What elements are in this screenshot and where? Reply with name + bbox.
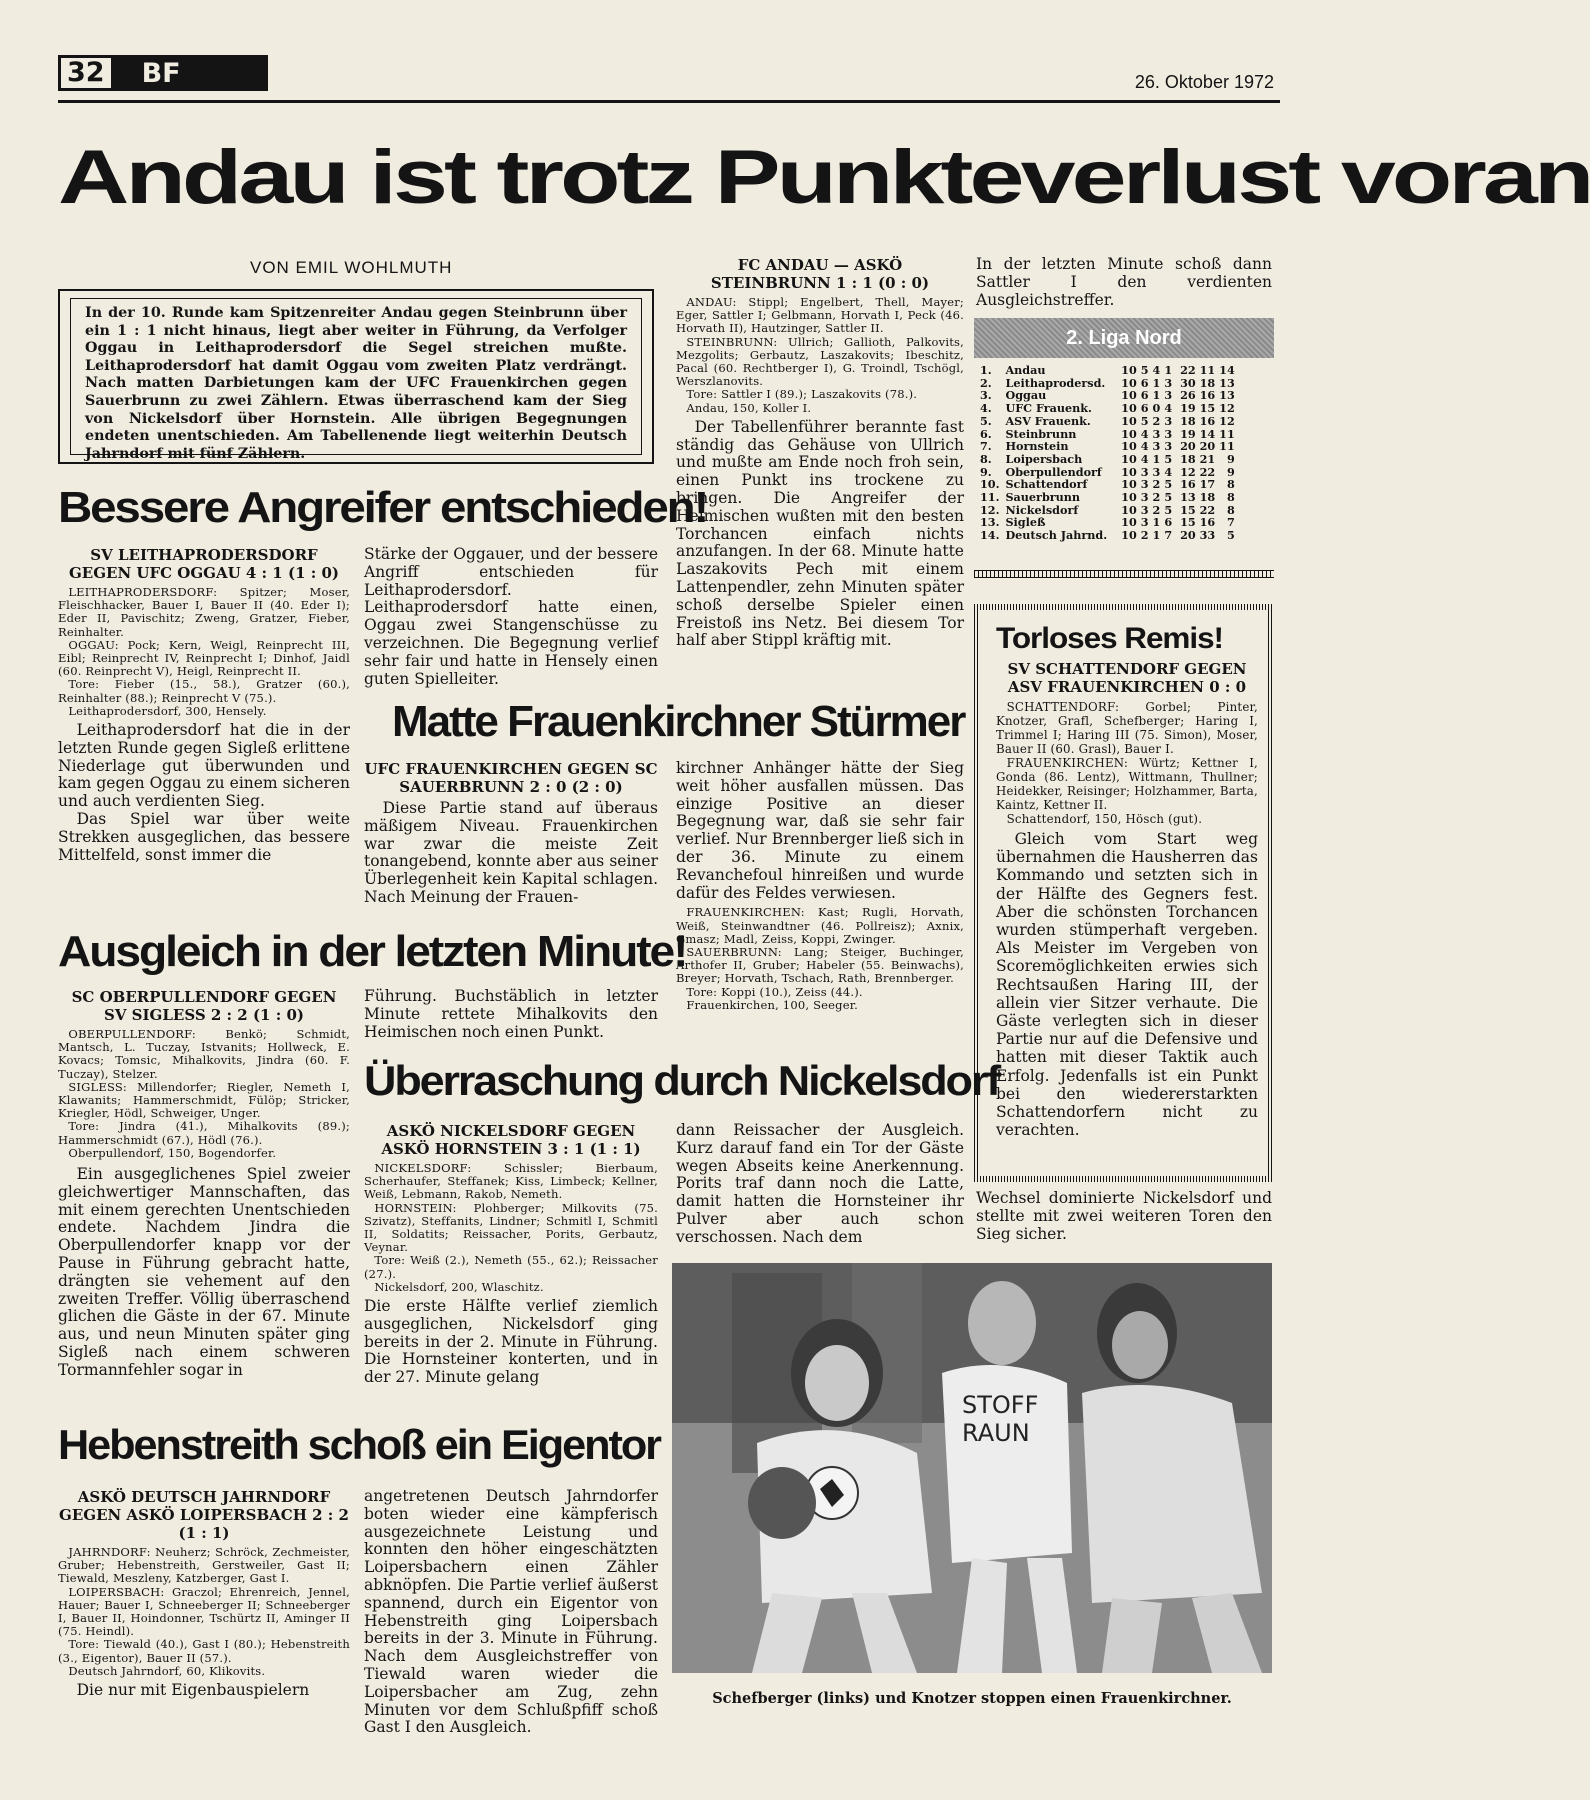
lineup-line: SCHATTENDORF: Gorbel; Pinter, Knotzer, Grafl, Schefberger; Haring I, Trimmel I; Haring III (75. Simon), Moser, Bauer II (60. Grasl), Bauer I. bbox=[996, 700, 1258, 756]
jersey-text-2: RAUN bbox=[962, 1419, 1030, 1447]
lineup bbox=[364, 1162, 658, 1294]
standings-row bbox=[980, 491, 1235, 504]
lineup-line: NICKELSDORF: Schissler; Bierbaum, Scherhaufer, Steffanek; Kiss, Limbeck; Kellner, Weiß, Lebmann, Rakob, Nemeth. bbox=[364, 1161, 658, 1202]
article-text: Führung. Buchstäblich in letzter Minute rettete Mihalkovits den Heimischen noch einen Punkt. bbox=[364, 987, 658, 1041]
games-cell: 10 bbox=[1121, 413, 1137, 428]
lineup bbox=[676, 906, 964, 1012]
match-title: FC ANDAU — ASKÖ STEINBRUNN 1 : 1 (0 : 0) bbox=[710, 256, 930, 292]
team-cell: Deutsch Jahrnd. bbox=[1005, 528, 1108, 543]
rank-cell: 7. bbox=[980, 439, 992, 454]
header-rule bbox=[58, 100, 1280, 103]
wins-cell: 6 bbox=[1140, 401, 1149, 416]
wins-cell: 3 bbox=[1140, 490, 1149, 505]
article-text: Ein ausgeglichenes Spiel zweier gleichwertiger Mannschaften, das mit einem gerechten Unentschieden endete. Nachdem Jindra die Oberpullendorfer knapp vor der Pause in Führung gebracht hatte, drängten sie vehement auf den zweiten Treffer. Völlig überraschend glichen die Gäste in der 67. Minute aus, und neun Minuten später ging Sigleß nach einem schweren Tormannfehler sogar in bbox=[58, 1165, 350, 1379]
losses-cell: 6 bbox=[1164, 515, 1173, 530]
losses-cell: 3 bbox=[1164, 375, 1173, 390]
article-matte-col1 bbox=[364, 760, 658, 907]
points-cell: 9 bbox=[1226, 451, 1235, 466]
lineup-line: Tore: Sattler I (89.); Laszakovits (78.). bbox=[686, 387, 918, 402]
draws-cell: 2 bbox=[1152, 502, 1161, 517]
rank-cell: 6. bbox=[980, 426, 992, 441]
points-cell: 8 bbox=[1226, 490, 1235, 505]
lineup bbox=[996, 700, 1258, 826]
intro-text: In der 10. Runde kam Spitzenreiter Andau gegen Steinbrunn über ein 1 : 1 nicht hinaus, liegt aber weiter in Führung, da Verfolger Oggau in Leithaprodersdorf die Segel streichen mußte. Leithaprodersdorf hat damit Oggau vom zweiten Platz verdrängt. Nach matten Darbietungen kam der UFC Frauenkirchen gegen Sauerbrunn zu zwei Zählern. Etwas überraschend kam der Sieg von Nickelsdorf über Hornstein. Alle übrigen Begegnungen endeten unentschieden. Am Tabellenende liegt weiterhin Deutsch Jahrndorf mit fünf Zählern. bbox=[70, 298, 642, 455]
games-cell: 10 bbox=[1121, 426, 1137, 441]
draws-cell: 1 bbox=[1152, 451, 1161, 466]
team-cell: Nickelsdorf bbox=[1005, 502, 1079, 517]
byline: VON EMIL WOHLMUTH bbox=[250, 258, 453, 277]
draws-cell: 3 bbox=[1152, 439, 1161, 454]
lineup-line: FRAUENKIRCHEN: Würtz; Kettner I, Gonda (86. Lentz), Wittmann, Thullner; Heidekker, Reisinger; Holzhammer, Barta, Kaintz, Kettner II. bbox=[996, 756, 1258, 812]
lineup-line: Tore: Jindra (41.), Mihalkovits (89.); Hammerschmidt (67.), Hödl (76.). bbox=[58, 1119, 350, 1147]
match-title: SC OBERPULLENDORF GEGEN SV SIGLESS 2 : 2 (1 : 0) bbox=[71, 988, 337, 1024]
lineup bbox=[58, 1028, 350, 1160]
wins-cell: 3 bbox=[1140, 477, 1149, 492]
goals-cell: 13 18 bbox=[1180, 490, 1216, 505]
wins-cell: 5 bbox=[1140, 413, 1149, 428]
article-ueberraschung-col1 bbox=[364, 1122, 658, 1387]
games-cell: 10 bbox=[1121, 502, 1137, 517]
headline-hebenstreith: Hebenstreith schoß ein Eigentor bbox=[58, 1421, 660, 1468]
article-text: Stärke der Oggauer, und der bessere Angriff entschieden für Leithaprodersdorf. Leithaprodersdorf hatte einen, Oggau zwei Stangenschüsse zu verzeichnen. Die Begegnung verlief sehr fair und hatte in Hensely einen guten Spielleiter. bbox=[364, 545, 658, 688]
draws-cell: 3 bbox=[1152, 464, 1161, 479]
divider bbox=[974, 570, 1274, 578]
goals-cell: 20 20 bbox=[1180, 439, 1216, 454]
team-cell: Sauerbrunn bbox=[1005, 490, 1081, 505]
goals-cell: 12 22 bbox=[1180, 464, 1216, 479]
league-title: 2. Liga Nord bbox=[974, 318, 1274, 358]
games-cell: 10 bbox=[1121, 477, 1137, 492]
draws-cell: 2 bbox=[1152, 477, 1161, 492]
lineup bbox=[58, 1546, 350, 1678]
team-cell: ASV Frauenk. bbox=[1005, 413, 1091, 428]
losses-cell: 3 bbox=[1164, 413, 1173, 428]
article-ausgleich-col1 bbox=[58, 988, 350, 1380]
games-cell: 10 bbox=[1121, 439, 1137, 454]
standings-table bbox=[980, 364, 1235, 542]
article-andau bbox=[676, 256, 964, 650]
article-ausgleich-col2 bbox=[364, 988, 658, 1041]
points-cell: 14 bbox=[1219, 363, 1235, 377]
league-table bbox=[974, 318, 1274, 570]
match-title: UFC FRAUENKIRCHEN GEGEN SC SAUERBRUNN 2 : 0 (2 : 0) bbox=[364, 760, 658, 796]
rank-cell: 1. bbox=[980, 363, 992, 377]
games-cell: 10 bbox=[1121, 528, 1137, 543]
goals-cell: 22 11 bbox=[1180, 363, 1216, 377]
losses-cell: 5 bbox=[1164, 502, 1173, 517]
draws-cell: 3 bbox=[1152, 426, 1161, 441]
draws-cell: 2 bbox=[1152, 413, 1161, 428]
losses-cell: 1 bbox=[1164, 363, 1173, 377]
draws-cell: 0 bbox=[1152, 401, 1161, 416]
section-label: BF bbox=[141, 57, 181, 89]
team-cell: Andau bbox=[1005, 363, 1046, 377]
rank-cell: 4. bbox=[980, 401, 992, 416]
team-cell: Leithaprodersd. bbox=[1005, 375, 1106, 390]
points-cell: 11 bbox=[1219, 426, 1235, 441]
games-cell: 10 bbox=[1121, 515, 1137, 530]
article-text: Der Tabellenführer berannte fast ständig das Gehäuse von Ullrich und mußte am Ende noch froh sein, einen Punkt ins trockene zu bringen. Die Angreifer der Heimischen wußten mit den besten Torchancen einfach nichts anzufangen. In der 68. Minute hatte Laszakovits Pech mit einem Lattenpendler, zehn Minuten später schoß derselbe Spieler einen Freistoß ins Netz. Bei diesem Tor half aber Stippl kräftig mit. bbox=[676, 417, 964, 650]
draws-cell: 1 bbox=[1152, 375, 1161, 390]
losses-cell: 4 bbox=[1164, 464, 1173, 479]
goals-cell: 18 16 bbox=[1180, 413, 1216, 428]
article-text: kirchner Anhänger hätte der Sieg weit höher ausfallen müssen. Das einzige Positive an dieser Begegnung war, daß sie sehr fair verlief. Nur Brennberger ließ sich in der 36. Minute zu einem Revanchefoul hinreißen und wurde dafür des Feldes verwiesen. bbox=[676, 759, 964, 902]
article-hebenstreith-col2 bbox=[364, 1488, 658, 1737]
rank-cell: 10. bbox=[980, 477, 1000, 492]
article-text: Die nur mit Eigenbauspielern bbox=[76, 1681, 310, 1700]
headline-ueberraschung: Überraschung durch Nickelsdorf bbox=[364, 1057, 1000, 1104]
goals-cell: 16 17 bbox=[1180, 477, 1216, 492]
team-cell: Steinbrunn bbox=[1005, 426, 1077, 441]
article-text: Gleich vom Start weg übernahmen die Hausherren das Kommando und setzten sich in der Hälfte des Gegners fest. Aber die schönsten Torchancen wurden stümperhaft vergeben. Als Meister im Vergeben von Scoremöglichkeiten erwies sich Rechtsaußen Haring III, der allein vier Sitzer verhaute. Die Gäste verlegten sich in dieser Partie nur auf die Defensive und hatten mit dieser Taktik auch Erfolg. Jedenfalls ist ein Punkt bei den wiedererstarkten Schattendorfern nicht zu verachten. bbox=[996, 830, 1258, 1140]
rank-cell: 8. bbox=[980, 451, 992, 466]
standings-row bbox=[980, 453, 1235, 466]
lineup-line: LOIPERSBACH: Graczol; Ehrenreich, Jennel, Hauer; Bauer I, Schneeberger II; Schneeberger I, Bauer II, Hoindonner, Tschürtz II, Aminger II (75. Heindl). bbox=[58, 1584, 350, 1639]
intro-box bbox=[58, 289, 654, 464]
rank-cell: 12. bbox=[980, 502, 1000, 517]
lineup-line: STEINBRUNN: Ullrich; Gallioth, Palkovits, Mezgolits; Gerbautz, Laszakovits; Ibeschitz, Pacal (60. Rechtberger I), G. Troindl, Tschögl, Werszlanovits. bbox=[676, 334, 964, 389]
goals-cell: 15 16 bbox=[1180, 515, 1216, 530]
rank-cell: 2. bbox=[980, 375, 992, 390]
goals-cell: 20 33 bbox=[1180, 528, 1216, 543]
match-title: SV SCHATTENDORF GEGEN ASV FRAUENKIRCHEN 0 : 0 bbox=[1007, 660, 1247, 696]
goals-cell: 18 21 bbox=[1180, 451, 1216, 466]
headline-bessere: Bessere Angreifer entschieden! bbox=[58, 483, 708, 532]
rank-cell: 9. bbox=[980, 464, 992, 479]
draws-cell: 4 bbox=[1152, 363, 1161, 377]
games-cell: 10 bbox=[1121, 375, 1137, 390]
wins-cell: 4 bbox=[1140, 439, 1149, 454]
lineup-line: Schattendorf, 150, Hösch (gut). bbox=[1006, 812, 1203, 826]
standings-row bbox=[980, 402, 1235, 415]
article-text: Die erste Hälfte verlief ziemlich ausgeglichen, Nickelsdorf ging bereits in der 2. Minute in Führung. Die Hornsteiner konterten, und in der 27. Minute gelang bbox=[364, 1297, 658, 1387]
goals-cell: 15 22 bbox=[1180, 502, 1216, 517]
article-matte-col2 bbox=[676, 760, 964, 1012]
losses-cell: 7 bbox=[1164, 528, 1173, 543]
games-cell: 10 bbox=[1121, 490, 1137, 505]
games-cell: 10 bbox=[1121, 363, 1137, 377]
wins-cell: 6 bbox=[1140, 388, 1149, 403]
lineup-line: OBERPULLENDORF: Benkö; Schmidt, Mantsch, L. Tuczay, Istvanits; Hollweck, E. Kovacs; Tomsic, Mihalkovits, Jindra (60. F. Tuczay), Stelzer. bbox=[58, 1027, 350, 1081]
lineup bbox=[676, 296, 964, 415]
headline-ausgleich: Ausgleich in der letzten Minute! bbox=[58, 927, 687, 976]
photo-caption: Schefberger (links) und Knotzer stoppen einen Frauenkirchner. bbox=[712, 1690, 1232, 1707]
points-cell: 8 bbox=[1226, 477, 1235, 492]
wins-cell: 4 bbox=[1140, 426, 1149, 441]
lineup-line: FRAUENKIRCHEN: Kast; Rugli, Horvath, Weiß, Steinwandtner (46. Pollreisz); Axnix, Gmasz; Madl, Zeiss, Koppi, Zwinger. bbox=[676, 905, 964, 946]
team-cell: Schattendorf bbox=[1005, 477, 1088, 492]
lineup-line: Tore: Weiß (2.), Nemeth (55., 62.); Reissacher (27.). bbox=[364, 1253, 658, 1281]
lineup-line: Andau, 150, Koller I. bbox=[686, 400, 812, 415]
losses-cell: 3 bbox=[1164, 426, 1173, 441]
rank-cell: 11. bbox=[980, 490, 1000, 505]
points-cell: 8 bbox=[1226, 502, 1235, 517]
draws-cell: 1 bbox=[1152, 515, 1161, 530]
match-title: SV LEITHAPRODERSDORF GEGEN UFC OGGAU 4 : 1 (1 : 0) bbox=[68, 546, 340, 582]
headline-matte: Matte Frauenkirchner Stürmer bbox=[392, 697, 965, 746]
wins-cell: 4 bbox=[1140, 451, 1149, 466]
draws-cell: 1 bbox=[1152, 388, 1161, 403]
lineup-line: OGGAU: Pock; Kern, Weigl, Reinprecht III, Eibl; Reinprecht IV, Reinprecht I; Dinhof, Jaidl (60. Reinprecht V), Heigl, Reinprecht II. bbox=[58, 637, 350, 679]
rank-cell: 5. bbox=[980, 413, 992, 428]
team-cell: Sigleß bbox=[1005, 515, 1046, 530]
article-bessere-col1 bbox=[58, 546, 350, 864]
rank-cell: 3. bbox=[980, 388, 992, 403]
lineup-line: JAHRNDORF: Neuherz; Schröck, Zechmeister, Gruber; Hebenstreith, Gerstweiler, Gast II; Tiewald, Meszleny, Katzberger, Gast I. bbox=[58, 1545, 350, 1586]
points-cell: 9 bbox=[1226, 464, 1235, 479]
sidebar-torloses-remis bbox=[974, 604, 1274, 1182]
losses-cell: 3 bbox=[1164, 439, 1173, 454]
sidebar-headline: Torloses Remis! bbox=[996, 622, 1223, 655]
points-cell: 12 bbox=[1219, 413, 1235, 428]
rank-cell: 13. bbox=[980, 515, 1000, 530]
issue-date: 26. Oktober 1972 bbox=[1134, 72, 1274, 92]
lineup-line: SIGLESS: Millendorfer; Riegler, Nemeth I, Klawanits; Hammerschmidt, Fülöp; Stricker, Kriegler, Hödl, Schweiger, Unger. bbox=[58, 1079, 350, 1121]
page-number: 32 bbox=[58, 55, 114, 91]
games-cell: 10 bbox=[1121, 451, 1137, 466]
games-cell: 10 bbox=[1121, 388, 1137, 403]
wins-cell: 3 bbox=[1140, 502, 1149, 517]
team-cell: Loipersbach bbox=[1005, 451, 1083, 466]
match-title: ASKÖ DEUTSCH JAHRNDORF GEGEN ASKÖ LOIPERSBACH 2 : 2 (1 : 1) bbox=[59, 1488, 349, 1542]
points-cell: 5 bbox=[1226, 528, 1235, 543]
standings-row bbox=[980, 364, 1235, 377]
lineup-line: Oberpullendorf, 150, Bogendorfer. bbox=[68, 1145, 277, 1160]
article-text: angetretenen Deutsch Jahrndorfer boten wieder eine kämpferisch ausgezeichnete Leistung und konnten den höher eingeschätzten Loipersbachern einen Zähler abknöpfen. Die Partie verlief äußerst spannend, durch ein Eigentor von Hebenstreith ging Loipersbach bereits in der 3. Minute in Führung. Nach dem Ausgleichstreffer von Tiewald waren wieder die Loipersbacher am Zug, zehn Minuten vor dem Schlußpfiff schoß Gast I den Ausgleich. bbox=[364, 1487, 658, 1737]
article-andau-cont bbox=[976, 256, 1272, 309]
article-hebenstreith-col1 bbox=[58, 1488, 350, 1700]
football-players-image bbox=[672, 1263, 1272, 1673]
points-cell: 11 bbox=[1219, 439, 1235, 454]
draws-cell: 2 bbox=[1152, 490, 1161, 505]
goals-cell: 26 16 bbox=[1180, 388, 1216, 403]
match-photo bbox=[672, 1263, 1272, 1673]
losses-cell: 4 bbox=[1164, 401, 1173, 416]
draws-cell: 1 bbox=[1152, 528, 1161, 543]
points-cell: 13 bbox=[1219, 375, 1235, 390]
team-cell: Oberpullendorf bbox=[1005, 464, 1102, 479]
page-number-bar bbox=[58, 55, 268, 91]
rank-cell: 14. bbox=[980, 528, 1000, 543]
article-text: In der letzten Minute schoß dann Sattler I den verdienten Ausgleichstreffer. bbox=[976, 255, 1272, 309]
goals-cell: 19 14 bbox=[1180, 426, 1216, 441]
lineup-line: HORNSTEIN: Plohberger; Milkovits (75. Szivatz), Steffanits, Lindner; Schmitl I, Schmitl II, Soldatits; Reissacher, Porits, Gerbautz, Veynar. bbox=[364, 1200, 658, 1255]
article-text: Das Spiel war über weite Strekken ausgeglichen, das bessere Mittelfeld, sonst immer die bbox=[58, 810, 350, 864]
article-ueberraschung-col2 bbox=[676, 1122, 964, 1247]
games-cell: 10 bbox=[1121, 401, 1137, 416]
article-nickelsdorf-end bbox=[976, 1190, 1272, 1243]
losses-cell: 5 bbox=[1164, 490, 1173, 505]
team-cell: UFC Frauenk. bbox=[1005, 401, 1092, 416]
standings-row bbox=[980, 415, 1235, 428]
lineup-line: Frauenkirchen, 100, Seeger. bbox=[686, 997, 859, 1012]
match-title: ASKÖ NICKELSDORF GEGEN ASKÖ HORNSTEIN 3 : 1 (1 : 1) bbox=[381, 1122, 641, 1158]
wins-cell: 6 bbox=[1140, 375, 1149, 390]
goals-cell: 30 18 bbox=[1180, 375, 1216, 390]
lineup-line: Tore: Tiewald (40.), Gast I (80.); Hebenstreith (3., Eigentor), Bauer II (57.). bbox=[58, 1637, 350, 1665]
wins-cell: 5 bbox=[1140, 363, 1149, 377]
losses-cell: 5 bbox=[1164, 451, 1173, 466]
losses-cell: 5 bbox=[1164, 477, 1173, 492]
lineup-line: LEITHAPRODERSDORF: Spitzer; Moser, Fleischhacker, Bauer I, Bauer II (40. Eder I); Eder II, Pavischitz; Zweng, Gratzer, Fieber, Reinhalter. bbox=[58, 585, 350, 639]
article-text: Leithaprodersdorf hat die in der letzten Runde gegen Sigleß erlittene Niederlage gut überwunden und kam gegen Oggau zu einem sicheren und auch verdienten Sieg. bbox=[58, 721, 350, 811]
standings-row bbox=[980, 529, 1235, 542]
lineup-line: Leithaprodersdorf, 300, Hensely. bbox=[68, 703, 267, 718]
wins-cell: 3 bbox=[1140, 515, 1149, 530]
games-cell: 10 bbox=[1121, 464, 1137, 479]
points-cell: 13 bbox=[1219, 388, 1235, 403]
article-bessere-col2 bbox=[364, 546, 658, 688]
lineup-line: SAUERBRUNN: Lang; Steiger, Buchinger, Arthofer II, Gruber; Habeler (55. Beinwachs), Breyer; Horvath, Tschach, Rath, Brennberger. bbox=[676, 944, 964, 986]
article-text: dann Reissacher der Ausgleich. Kurz darauf fand ein Tor der Gäste wegen Abseits keine Anerkennung. Porits traf dann noch die Latte, damit hatten die Hornsteiner ihr Pulver aber auch schon verschossen. Nach dem bbox=[676, 1121, 964, 1246]
article-text: Wechsel dominierte Nickelsdorf und stellte mit zwei weiteren Toren den Sieg sicher. bbox=[976, 1189, 1272, 1243]
jersey-text-1: STOFF bbox=[962, 1391, 1039, 1419]
losses-cell: 3 bbox=[1164, 388, 1173, 403]
article-text: Diese Partie stand auf überaus mäßigem Niveau. Frauenkirchen war zwar die meiste Zeit tonangebend, konnte aber aus seiner Überlegenheit kein Kapital schlagen. Nach Meinung der Frauen- bbox=[364, 799, 658, 906]
lineup-line: Tore: Koppi (10.), Zeiss (44.). bbox=[686, 984, 863, 999]
main-headline: Andau ist trotz Punkteverlust voran bbox=[58, 135, 1590, 220]
lineup-line: ANDAU: Stippl; Engelbert, Thell, Mayer; Eger, Sattler I; Gelbmann, Horvath I, Peck (46. Horvath II), Hautzinger, Sattler II. bbox=[676, 295, 964, 336]
lineup-line: Tore: Fieber (15., 58.), Gratzer (60.), Reinhalter (88.); Reinprecht V (75.). bbox=[58, 677, 350, 705]
lineup-line: Deutsch Jahrndorf, 60, Klikovits. bbox=[68, 1663, 266, 1678]
wins-cell: 2 bbox=[1140, 528, 1149, 543]
points-cell: 7 bbox=[1226, 515, 1235, 530]
points-cell: 12 bbox=[1219, 401, 1235, 416]
lineup-line: Nickelsdorf, 200, Wlaschitz. bbox=[374, 1279, 544, 1294]
goals-cell: 19 15 bbox=[1180, 401, 1216, 416]
team-cell: Hornstein bbox=[1005, 439, 1069, 454]
team-cell: Oggau bbox=[1005, 388, 1047, 403]
lineup bbox=[58, 586, 350, 718]
wins-cell: 3 bbox=[1140, 464, 1149, 479]
